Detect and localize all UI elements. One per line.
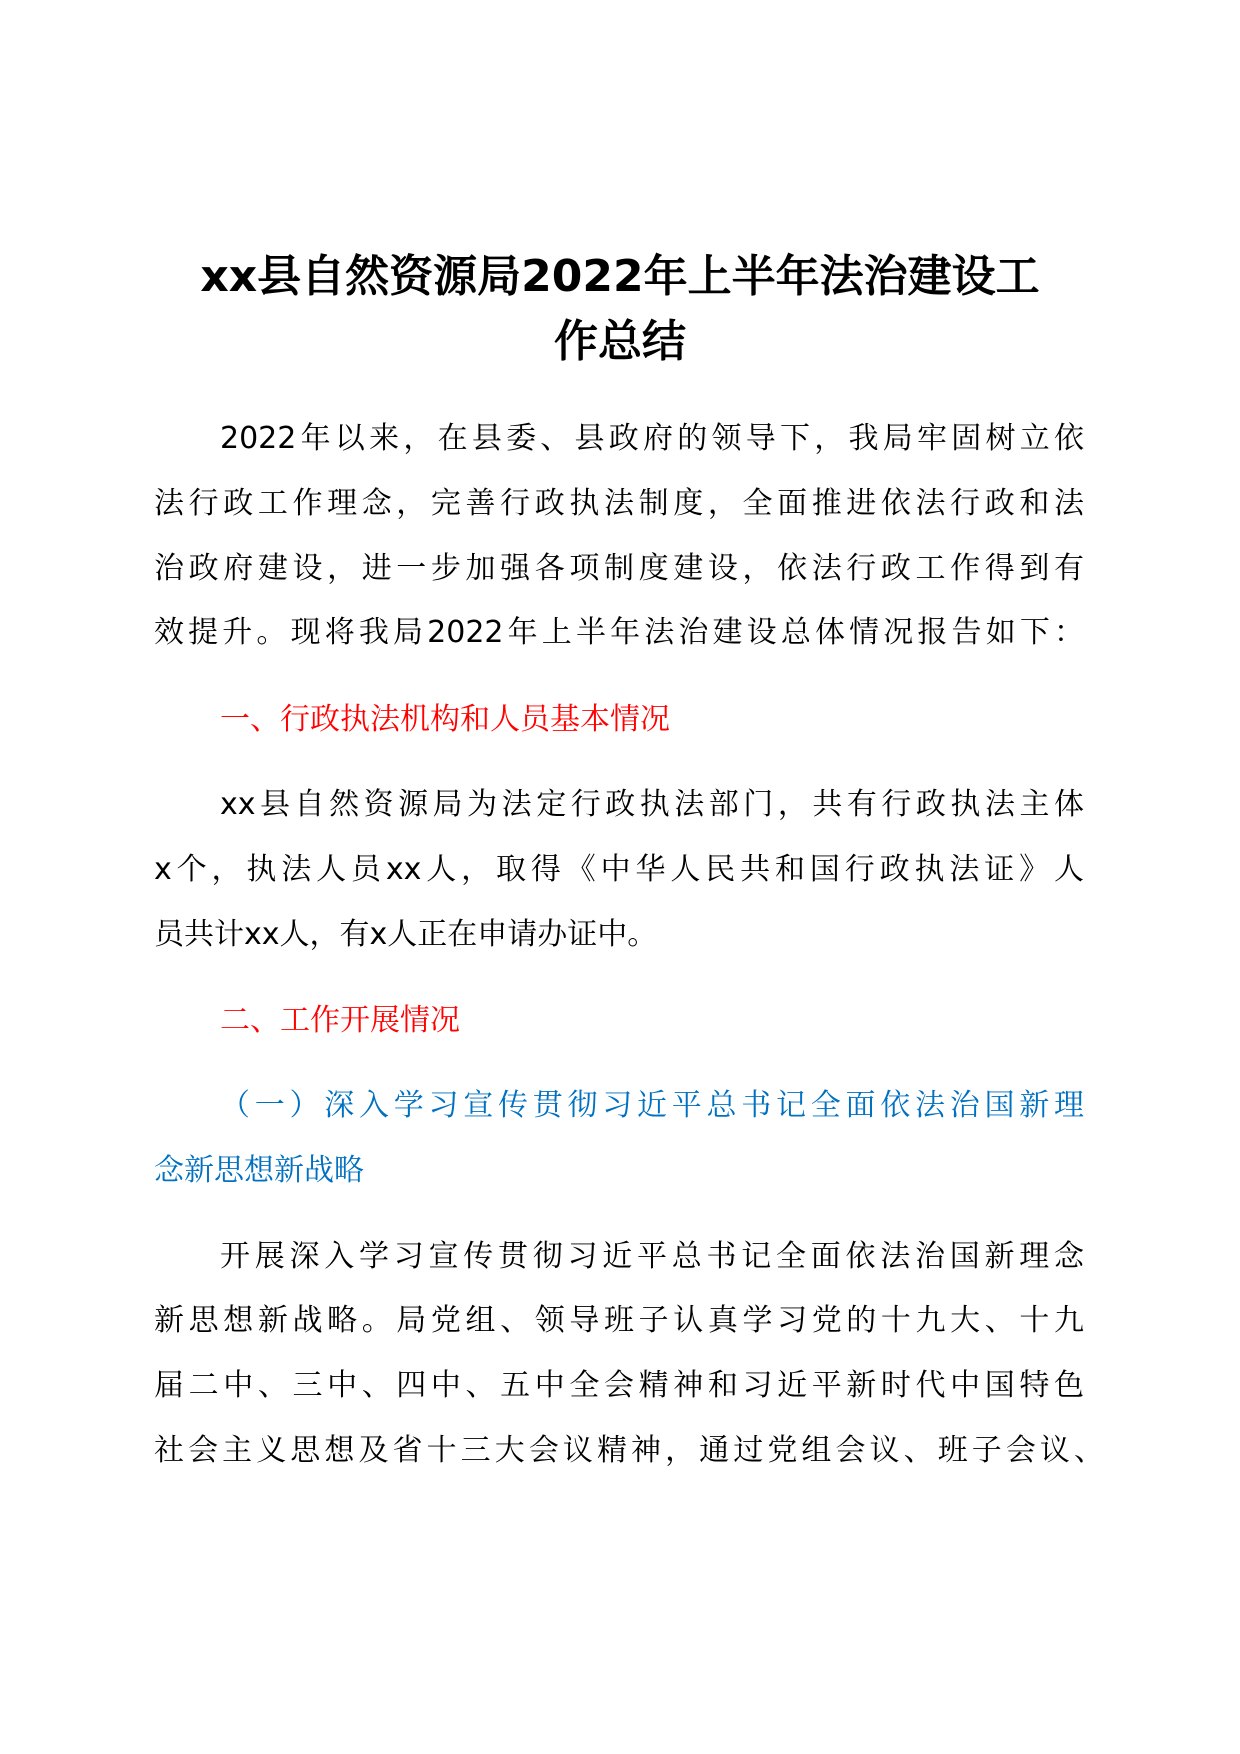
title-line: 作总结 [554,316,686,367]
paragraph-line: 效提升。现将我局2022年上半年法治建设总体情况报告如下： [154,615,1084,650]
subheading-line: （一）深入学习宣传贯彻习近平总书记全面依法治国新理 [220,1088,1084,1123]
paragraph-line: 开展深入学习宣传贯彻习近平总书记全面依法治国新理念 [220,1239,1084,1274]
section-heading-1: 一、行政执法机构和人员基本情况 [220,702,670,737]
paragraph-line: xx县自然资源局为法定行政执法部门，共有行政执法主体 [220,787,1084,822]
subheading-line: 念新思想新战略 [154,1153,364,1188]
paragraph-line: 治政府建设，进一步加强各项制度建设，依法行政工作得到有 [154,551,1084,586]
section-heading-2: 二、工作开展情况 [220,1003,460,1038]
paragraph-line: 社会主义思想及省十三大会议精神，通过党组会议、班子会议、 [154,1433,1104,1468]
paragraph-line: 法行政工作理念，完善行政执法制度，全面推进依法行政和法 [154,486,1084,521]
paragraph-line: 届二中、三中、四中、五中全会精神和习近平新时代中国特色 [154,1368,1084,1403]
paragraph-line: x个，执法人员xx人，取得《中华人民共和国行政执法证》人 [154,852,1084,887]
paragraph-line: 新思想新战略。局党组、领导班子认真学习党的十九大、十九 [154,1303,1084,1338]
title-line: xx县自然资源局2022年上半年法治建设工 [200,251,1040,302]
paragraph-line: 2022年以来，在县委、县政府的领导下，我局牢固树立依 [220,421,1084,456]
paragraph-line: 员共计xx人，有x人正在申请办证中。 [154,917,658,952]
